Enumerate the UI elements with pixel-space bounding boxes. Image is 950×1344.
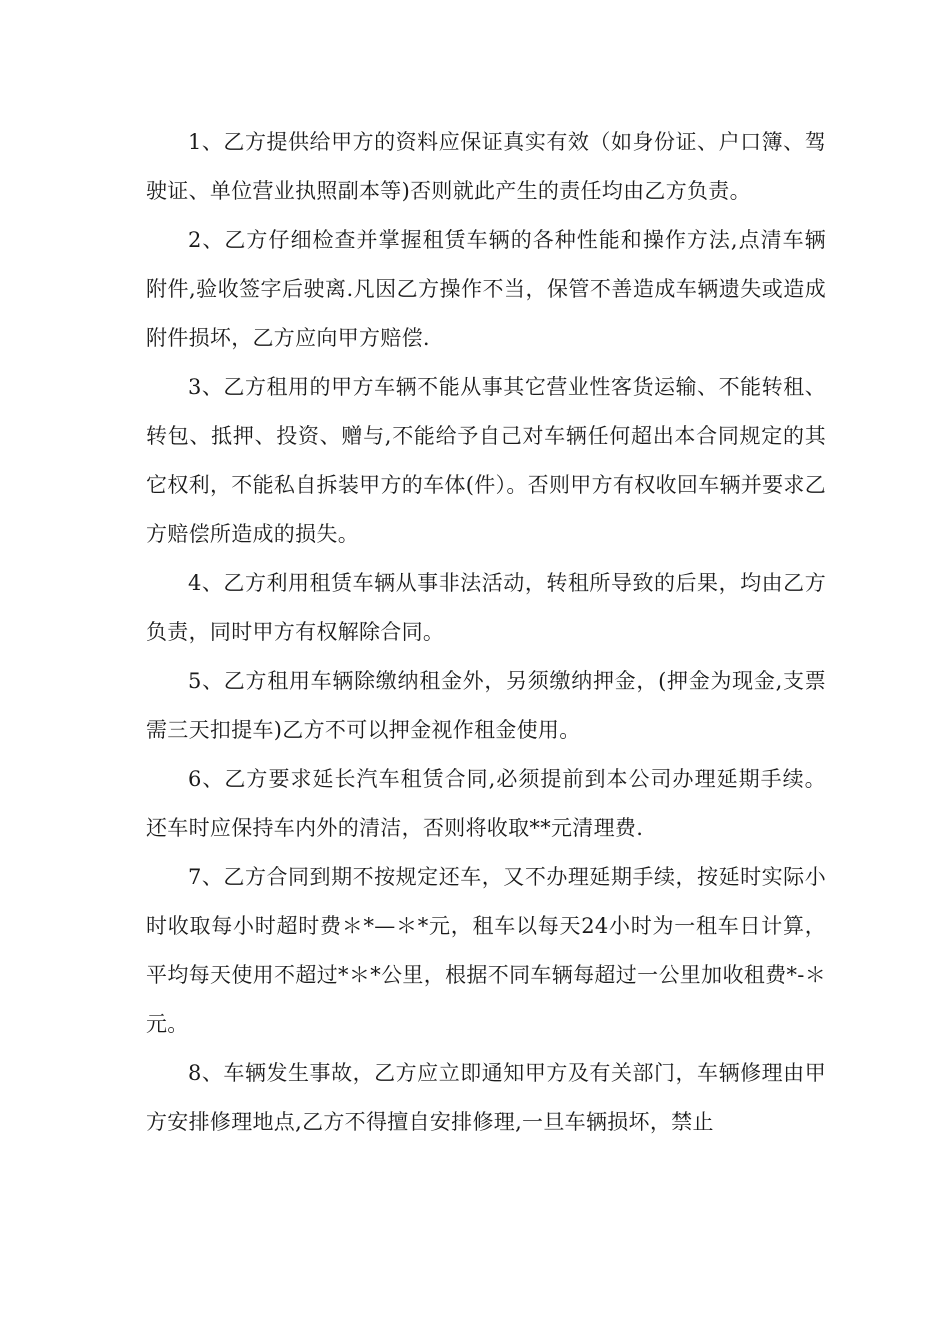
clause-1: 1、乙方提供给甲方的资料应保证真实有效（如身份证、户口簿、驾驶证、单位营业执照副本等)否则就此产生的责任均由乙方负责。 xyxy=(146,130,826,203)
clause-2: 2、乙方仔细检查并掌握租赁车辆的各种性能和操作方法,点清车辆附件,验收签字后驶离.凡因乙方操作不当，保管不善造成车辆遗失或造成附件损坏，乙方应向甲方赔偿. xyxy=(146,228,826,350)
document-body xyxy=(146,118,826,1147)
clause-8: 8、车辆发生事故，乙方应立即通知甲方及有关部门，车辆修理由甲方安排修理地点,乙方不得擅自安排修理,一旦车辆损坏，禁止 xyxy=(146,1061,826,1134)
clause-5: 5、乙方租用车辆除缴纳租金外，另须缴纳押金，(押金为现金,支票需三天扣提车)乙方不可以押金视作租金使用。 xyxy=(146,669,826,742)
clause-6: 6、乙方要求延长汽车租赁合同,必须提前到本公司办理延期手续。还车时应保持车内外的清洁，否则将收取**元清理费. xyxy=(146,767,826,840)
clause-7: 7、乙方合同到期不按规定还车，又不办理延期手续，按延时实际小时收取每小时超时费＊*—＊*元，租车以每天24小时为一租车日计算，平均每天使用不超过*＊*公里，根据不同车辆每超过一公里加收租费*-＊元。 xyxy=(146,865,826,1036)
clause-4: 4、乙方利用租赁车辆从事非法活动，转租所导致的后果，均由乙方负责，同时甲方有权解除合同。 xyxy=(146,571,826,644)
clause-3: 3、乙方租用的甲方车辆不能从事其它营业性客货运输、不能转租、转包、抵押、投资、赠与,不能给予自己对车辆任何超出本合同规定的其它权利，不能私自拆装甲方的车体(件）。否则甲方有权收回车辆并要求乙方赔偿所造成的损失。 xyxy=(146,375,826,546)
